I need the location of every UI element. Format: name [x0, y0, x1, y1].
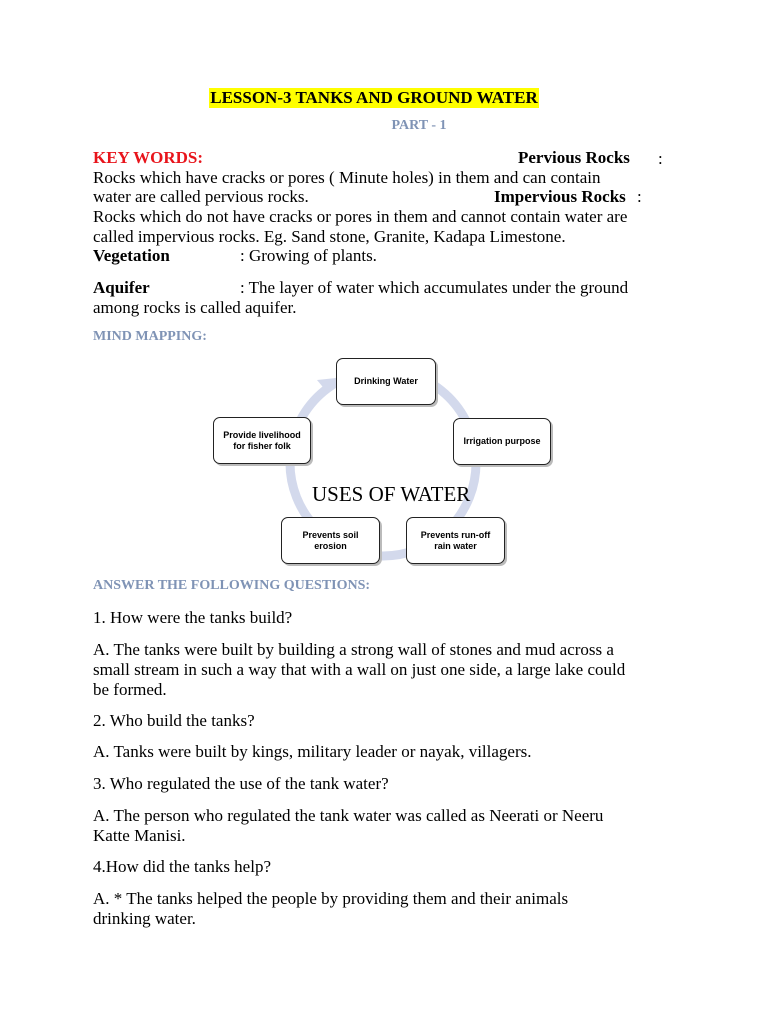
aquifer-def-line2: among rocks is called aquifer. — [93, 298, 297, 317]
node-irrigation-purpose: Irrigation purpose — [453, 418, 551, 465]
answer-2: A. Tanks were built by kings, military leader or nayak, villagers. — [93, 742, 532, 761]
part-label: PART - 1 — [391, 118, 447, 133]
mind-mapping-heading: MIND MAPPING: — [93, 329, 207, 344]
vegetation-term: Vegetation — [93, 246, 170, 265]
answer-1-line1: A. The tanks were built by building a strong wall of stones and mud across a — [93, 640, 614, 659]
node-provide-livelihood: Provide livelihood for fisher folk — [213, 417, 311, 464]
pervious-def-line1: Rocks which have cracks or pores ( Minute holes) in them and can contain — [93, 168, 601, 187]
node-drinking-water: Drinking Water — [336, 358, 436, 405]
lesson-title: LESSON-3 TANKS AND GROUND WATER — [210, 88, 538, 107]
impervious-colon: : — [637, 187, 642, 206]
answer-4-line1: A. * The tanks helped the people by providing them and their animals — [93, 889, 569, 908]
answer-3-line1: A. The person who regulated the tank water was called as Neerati or Neeru — [93, 806, 604, 825]
question-1: 1. How were the tanks build? — [93, 608, 293, 627]
pervious-def-line2: water are called pervious rocks. — [93, 187, 309, 206]
impervious-def-line1: Rocks which do not have cracks or pores in them and cannot contain water are — [93, 207, 628, 226]
answer-1-line2: small stream in such a way that with a wall on just one side, a large lake could — [93, 660, 626, 679]
answer-1-line3: be formed. — [93, 680, 167, 699]
question-2: 2. Who build the tanks? — [93, 711, 255, 730]
aquifer-term: Aquifer — [93, 278, 150, 297]
aquifer-definition: : The layer of water which accumulates under the ground — [240, 278, 629, 297]
answer-3-line2: Katte Manisi. — [93, 826, 186, 845]
node-prevents-runoff: Prevents run-off rain water — [406, 517, 505, 564]
impervious-def-line2: called impervious rocks. Eg. Sand stone, Granite, Kadapa Limestone. — [93, 227, 566, 246]
vegetation-definition: : Growing of plants. — [240, 246, 377, 265]
pervious-colon: : — [658, 149, 663, 168]
questions-heading: ANSWER THE FOLLOWING QUESTIONS: — [93, 578, 371, 593]
question-3: 3. Who regulated the use of the tank water? — [93, 774, 389, 793]
key-words-heading: KEY WORDS: — [93, 148, 204, 167]
node-prevents-soil-erosion: Prevents soil erosion — [281, 517, 380, 564]
question-4: 4.How did the tanks help? — [93, 857, 271, 876]
mind-map-center-label: USES OF WATER — [312, 482, 471, 506]
pervious-term: Pervious Rocks — [518, 148, 630, 167]
answer-4-line2: drinking water. — [93, 909, 196, 928]
impervious-term: Impervious Rocks — [494, 187, 626, 206]
